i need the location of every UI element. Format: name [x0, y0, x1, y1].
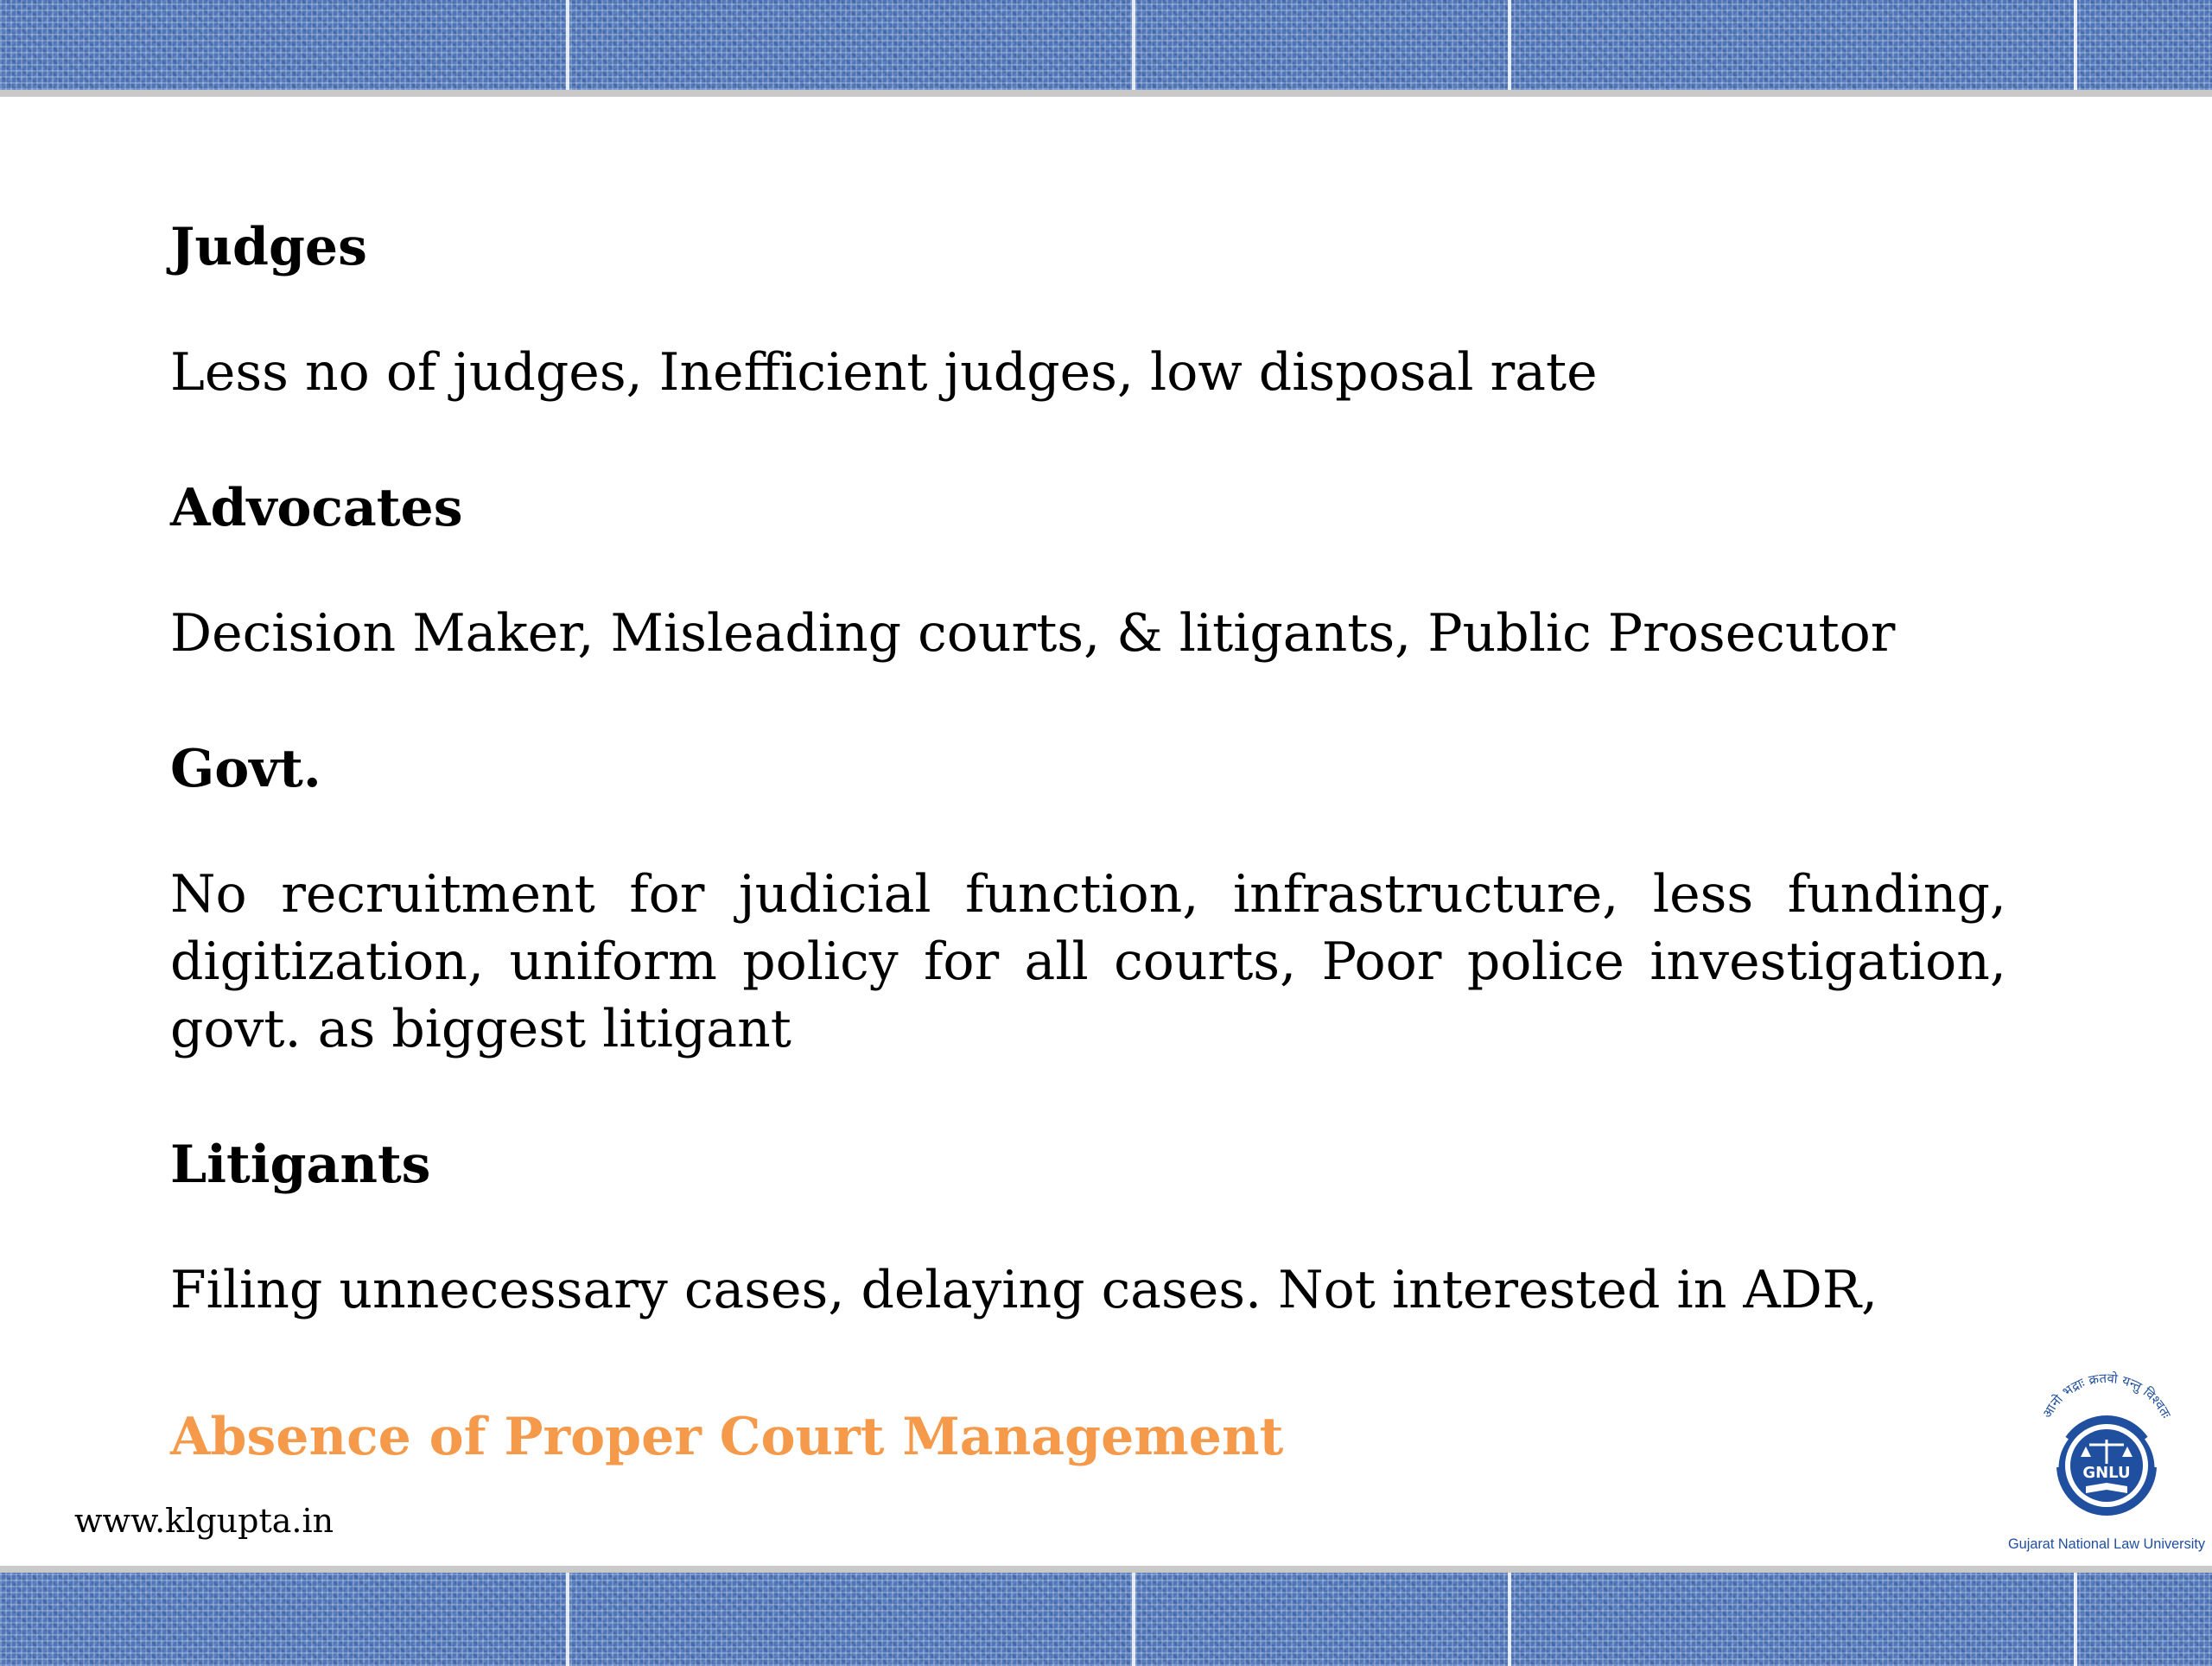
band-seam [1508, 0, 1511, 90]
section-heading-judges: Judges [170, 217, 367, 277]
university-logo [2003, 1370, 2210, 1561]
band-seam [566, 1573, 569, 1666]
section-body-advocates: Decision Maker, Misleading courts, & litigants, Public Prosecutor [170, 603, 1896, 664]
section-heading-govt: Govt. [170, 739, 321, 799]
band-seam [1132, 1573, 1135, 1666]
gnlu-seal-icon [2003, 1370, 2210, 1561]
band-seam [1508, 1573, 1511, 1666]
section-body-judges: Less no of judges, Inefficient judges, low disposal rate [170, 342, 1598, 403]
top-decorative-band [0, 0, 2212, 97]
logo-university-name: Gujarat National Law University [2008, 1536, 2206, 1552]
section-heading-litigants: Litigants [170, 1135, 431, 1195]
bottom-decorative-band [0, 1566, 2212, 1666]
band-seam [2074, 1573, 2077, 1666]
section-heading-advocates: Advocates [170, 478, 463, 538]
slide-content [170, 207, 2006, 1324]
band-seam [2074, 0, 2077, 90]
section-body-govt: No recruitment for judicial function, infrastructure, less funding, digitization, uniform policy for all courts, Poor police investigation, govt. as biggest litigant [170, 864, 2006, 1059]
logo-motto: आनो भद्राः क्रतवो यन्तु विश्वतः [2038, 1370, 2175, 1421]
band-seam [1132, 0, 1135, 90]
logo-abbr: GNLU [2082, 1464, 2131, 1482]
website-link[interactable]: www.klgupta.in [74, 1502, 334, 1540]
band-seam [566, 0, 569, 90]
highlight-heading: Absence of Proper Court Management [170, 1407, 1284, 1467]
section-body-litigants: Filing unnecessary cases, delaying cases. Not interested in ADR, [170, 1260, 1878, 1320]
